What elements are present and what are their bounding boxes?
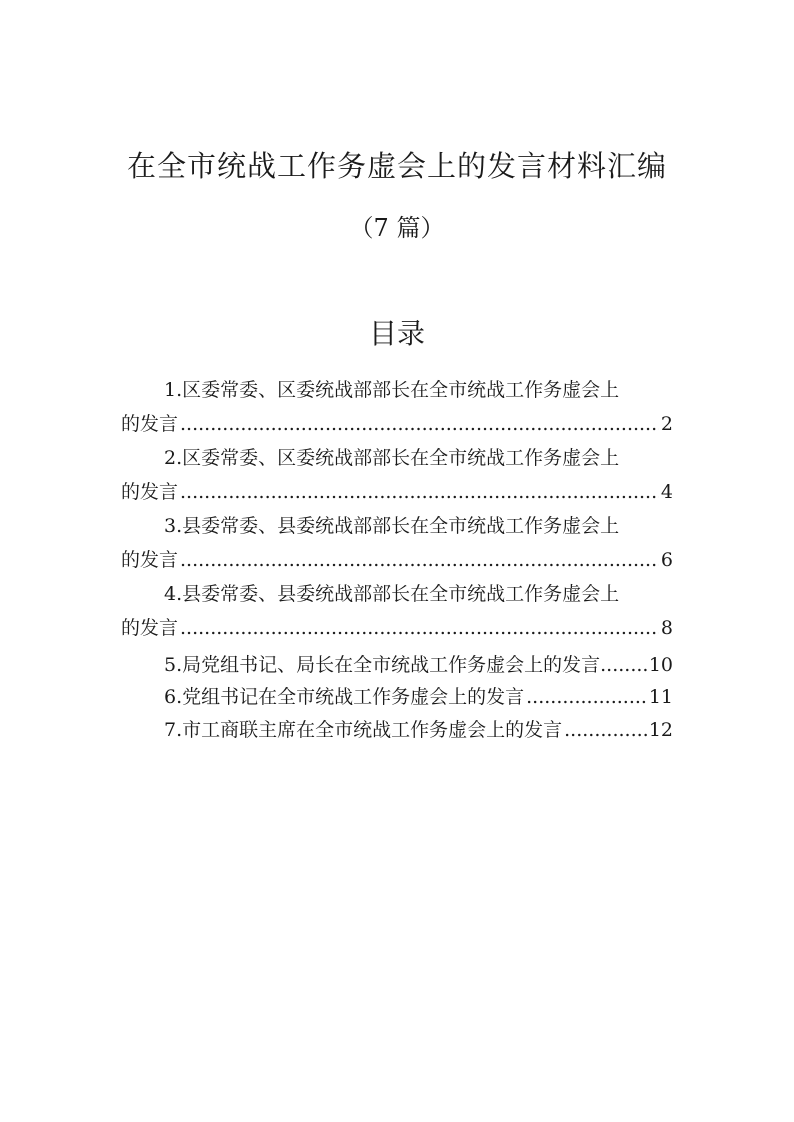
toc-entry-text: 7.市工商联主席在全市统战工作务虚会上的发言 xyxy=(164,719,563,741)
toc-leader-dots xyxy=(600,650,649,680)
toc-entry-7[interactable] xyxy=(121,715,673,745)
toc-entry-2-line1[interactable] xyxy=(121,443,673,473)
toc-entry-2-line2[interactable] xyxy=(121,477,673,507)
toc-page-number: 8 xyxy=(660,617,673,639)
toc-entry-text: 的发言 xyxy=(121,413,179,435)
toc-page-number: 6 xyxy=(660,549,673,571)
toc-entry-3-line2[interactable] xyxy=(121,545,673,575)
document-title: 在全市统战工作务虚会上的发言材料汇编 xyxy=(126,149,667,183)
toc-heading: 目录 xyxy=(368,317,425,350)
toc-leader-dots xyxy=(180,545,659,575)
toc-leader-dots xyxy=(180,477,659,507)
toc-entry-text: 3.县委常委、县委统战部部长在全市统战工作务虚会上 xyxy=(164,515,620,537)
toc-entry-text: 5.局党组书记、局长在全市统战工作务虚会上的发言 xyxy=(164,654,601,676)
toc-entry-1-line2[interactable] xyxy=(121,409,673,439)
toc-entry-text: 4.县委常委、县委统战部部长在全市统战工作务虚会上 xyxy=(164,583,620,605)
toc-leader-dots xyxy=(564,715,647,745)
toc-page-number: 2 xyxy=(660,413,673,435)
toc-entry-1-line1[interactable] xyxy=(121,375,673,405)
toc-entry-4-line1[interactable] xyxy=(121,579,673,609)
toc-entry-5[interactable] xyxy=(121,650,673,680)
toc-page-number: 10 xyxy=(648,654,673,676)
toc-entry-text: 的发言 xyxy=(121,549,179,571)
toc-leader-dots xyxy=(180,613,659,643)
toc-entry-3-line1[interactable] xyxy=(121,511,673,541)
toc-entry-text: 6.党组书记在全市统战工作务虚会上的发言 xyxy=(164,686,525,708)
toc-page-number: 4 xyxy=(660,481,673,503)
toc-entry-6[interactable] xyxy=(121,682,673,712)
toc-page-number: 11 xyxy=(648,686,673,708)
toc-entry-text: 2.区委常委、区委统战部部长在全市统战工作务虚会上 xyxy=(164,447,620,469)
document-subtitle: （7 篇） xyxy=(349,214,445,242)
toc-page-number: 12 xyxy=(648,719,673,741)
toc-entry-4-line2[interactable] xyxy=(121,613,673,643)
toc-entry-text: 的发言 xyxy=(121,481,179,503)
toc-leader-dots xyxy=(526,682,647,712)
toc-entry-text: 1.区委常委、区委统战部部长在全市统战工作务虚会上 xyxy=(164,379,620,401)
toc-entry-text: 的发言 xyxy=(121,617,179,639)
toc-leader-dots xyxy=(180,409,659,439)
